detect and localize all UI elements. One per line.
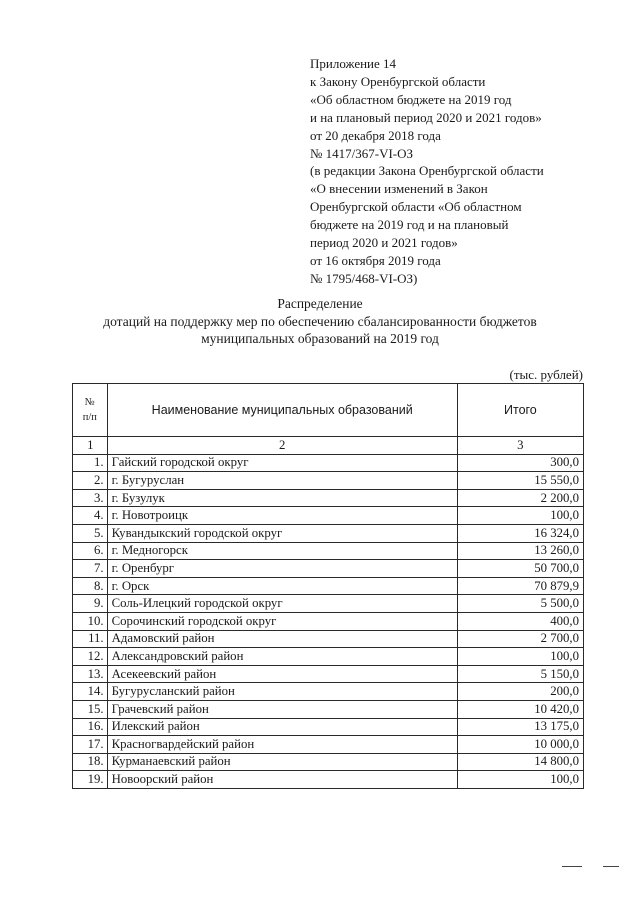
row-name: Александровский район	[107, 648, 457, 666]
row-name: Красногвардейский район	[107, 736, 457, 754]
appendix-line: период 2020 и 2021 годов»	[310, 235, 458, 251]
row-total: 16 324,0	[457, 524, 583, 542]
appendix-line: Приложение 14	[310, 56, 397, 71]
row-number: 3.	[73, 489, 108, 507]
table-row	[73, 648, 584, 666]
units-label: (тыс. рублей)	[509, 367, 583, 382]
table-row	[73, 524, 584, 542]
row-name: Грачевский район	[107, 700, 457, 718]
appendix-line: и на плановый период 2020 и 2021 годов»	[310, 109, 542, 125]
row-name: г. Оренбург	[107, 560, 457, 578]
row-total: 10 000,0	[457, 736, 583, 754]
table-row	[73, 612, 584, 630]
header-number-abbr: п/п	[82, 412, 97, 423]
heading-line-1: Распределение	[277, 296, 363, 311]
table-row	[73, 489, 584, 507]
row-name: Адамовский район	[107, 630, 457, 648]
header-total: Итого	[457, 384, 583, 437]
row-total: 13 260,0	[457, 542, 583, 560]
row-total: 70 879,9	[457, 577, 583, 595]
table-header-row	[73, 384, 584, 437]
table-row	[73, 771, 584, 789]
table-row	[73, 665, 584, 683]
row-number: 6.	[73, 542, 108, 560]
row-number: 12.	[73, 648, 108, 666]
row-number: 18.	[73, 753, 108, 771]
table-row	[73, 753, 584, 771]
row-name: г. Орск	[107, 577, 457, 595]
row-number: 15.	[73, 700, 108, 718]
heading-line-3: муниципальных образований на 2019 год	[201, 331, 439, 346]
row-number: 4.	[73, 507, 108, 525]
table-row	[73, 700, 584, 718]
row-number: 2.	[73, 472, 108, 490]
table-row	[73, 577, 584, 595]
row-name: Курманаевский район	[107, 753, 457, 771]
scan-mark	[603, 866, 619, 867]
header-number	[73, 384, 108, 437]
row-total: 100,0	[457, 771, 583, 789]
row-total: 300,0	[457, 454, 583, 472]
appendix-block	[310, 55, 544, 288]
header-name: Наименование муниципальных образований	[107, 384, 457, 437]
row-total: 50 700,0	[457, 560, 583, 578]
row-number: 8.	[73, 577, 108, 595]
document-heading	[0, 295, 640, 348]
row-number: 14.	[73, 683, 108, 701]
row-name: г. Бугуруслан	[107, 472, 457, 490]
row-total: 10 420,0	[457, 700, 583, 718]
appendix-line: «Об областном бюджете на 2019 год	[310, 91, 512, 107]
scan-mark	[562, 866, 582, 867]
table-row	[73, 630, 584, 648]
row-total: 100,0	[457, 648, 583, 666]
table-row	[73, 595, 584, 613]
row-total: 2 200,0	[457, 489, 583, 507]
row-total: 13 175,0	[457, 718, 583, 736]
row-number: 10.	[73, 612, 108, 630]
row-name: Сорочинский городской округ	[107, 612, 457, 630]
table-row	[73, 718, 584, 736]
table-row	[73, 507, 584, 525]
row-total: 15 550,0	[457, 472, 583, 490]
row-number: 19.	[73, 771, 108, 789]
row-total: 400,0	[457, 612, 583, 630]
row-number: 13.	[73, 665, 108, 683]
row-name: Кувандыкский городской округ	[107, 524, 457, 542]
table-row	[73, 472, 584, 490]
table-row	[73, 542, 584, 560]
row-number: 1.	[73, 454, 108, 472]
row-total: 2 700,0	[457, 630, 583, 648]
row-number: 11.	[73, 630, 108, 648]
index-cell: 3	[457, 437, 583, 455]
row-name: г. Медногорск	[107, 542, 457, 560]
heading-line-2: дотаций на поддержку мер по обеспечению сбалансированности бюджетов	[103, 313, 537, 329]
table-row	[73, 736, 584, 754]
table-row	[73, 560, 584, 578]
row-total: 14 800,0	[457, 753, 583, 771]
row-number: 5.	[73, 524, 108, 542]
row-number: 7.	[73, 560, 108, 578]
row-total: 5 150,0	[457, 665, 583, 683]
table-row	[73, 454, 584, 472]
header-number-symbol: №	[84, 397, 95, 408]
row-name: г. Новотроицк	[107, 507, 457, 525]
appendix-line: от 20 декабря 2018 года	[310, 127, 441, 143]
row-number: 9.	[73, 595, 108, 613]
column-index-row	[73, 437, 584, 455]
appendix-line: к Закону Оренбургской области	[310, 73, 486, 89]
row-total: 100,0	[457, 507, 583, 525]
row-name: Асекеевский район	[107, 665, 457, 683]
appendix-line: «О внесении изменений в Закон	[310, 181, 488, 197]
row-name: Бугурусланский район	[107, 683, 457, 701]
row-number: 17.	[73, 736, 108, 754]
row-total: 5 500,0	[457, 595, 583, 613]
row-name: Гайский городской округ	[107, 454, 457, 472]
appendix-line: от 16 октября 2019 года	[310, 252, 441, 268]
row-name: Новоорский район	[107, 771, 457, 789]
row-name: Илекский район	[107, 718, 457, 736]
row-number: 16.	[73, 718, 108, 736]
row-total: 200,0	[457, 683, 583, 701]
appendix-line: № 1417/367-VI-ОЗ	[310, 145, 414, 161]
appendix-line: бюджете на 2019 год и на плановый	[310, 217, 509, 233]
row-name: Соль-Илецкий городской округ	[107, 595, 457, 613]
appendix-line: Оренбургской области «Об областном	[310, 199, 522, 215]
table-row	[73, 683, 584, 701]
row-name: г. Бузулук	[107, 489, 457, 507]
index-cell: 2	[107, 437, 457, 455]
distribution-table	[72, 383, 584, 789]
index-cell: 1	[73, 437, 108, 455]
appendix-line: (в редакции Закона Оренбургской области	[310, 163, 544, 179]
appendix-line: № 1795/468-VI-ОЗ)	[310, 270, 418, 286]
